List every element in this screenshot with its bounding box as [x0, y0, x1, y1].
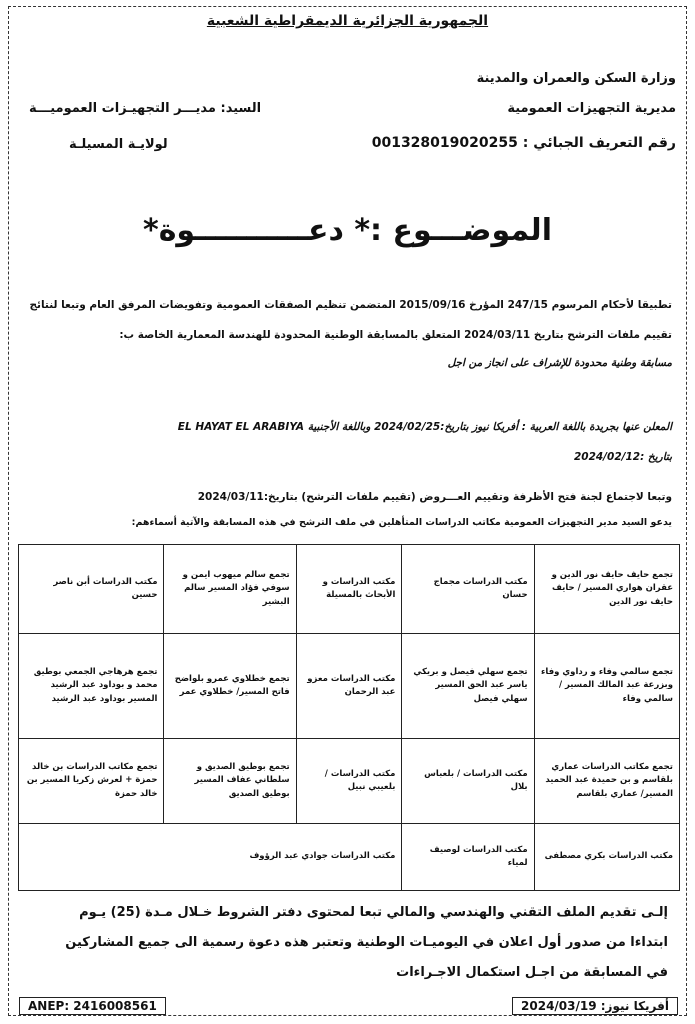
office-cell: تجمع سالمي وفاء و رداوي وفاء وبزرعة عبد المالك المسير / سالمي وفاء [534, 634, 679, 739]
ministry-name: وزارة السكن والعمران والمدينة [476, 71, 676, 86]
body-paragraph-2: تقييم ملفات الترشح بتاريخ 2024/03/11 المتعلق بالمسابقة الوطنية المحدودة للهندسة المعمارية الخاصة ب: [119, 329, 672, 341]
subject-title: الموضـــوع :* دعـــــــــــوة* [143, 213, 552, 248]
table-row [19, 739, 680, 824]
office-cell: مكتب الدراسات جوادي عبد الرؤوف [19, 824, 402, 891]
table-row [19, 824, 680, 891]
office-cell: مكتب الدراسات / بلعيبي نبيل [296, 739, 402, 824]
republic-header: الجمهورية الجزائرية الديمقراطية الشعبية [206, 13, 489, 29]
tax-id-label: رقم التعريف الجبائي : [522, 135, 676, 151]
body-paragraph-4: المعلن عنها بجريدة باللغة العربية : أفريكا نيوز بتاريخ:2024/02/25 وباللغة الأجنبية EL HAYAT EL ARABIYA [177, 421, 672, 433]
body-paragraph-5: بتاريخ :2024/02/12 [573, 451, 672, 463]
wilaya-name: لولايـة المسيلـة [69, 137, 168, 152]
director-title: السيد: مديـــر التجهيـزات العموميـــة [29, 101, 262, 116]
offices-table [18, 544, 680, 891]
office-cell: مكتب الدراسات / بلعباس بلال [402, 739, 534, 824]
tax-id [372, 135, 676, 151]
office-cell: تجمع هرهاجي الجمعي بوطيق محمد و بوداود عبد الرشيد المسير بوداود عبد الرشيد [19, 634, 164, 739]
directorate-name: مديرية التجهيزات العمومية [507, 101, 676, 116]
table-row [19, 634, 680, 739]
tax-id-value: 001328019020255 [371, 135, 518, 151]
body-paragraph-3: مسابقة وطنية محدودة للإشراف على انجاز من اجل [447, 357, 672, 369]
office-cell: تجمع حايف حايف نور الدين و عقران هواري المسير / حايف حايف نور الدين [534, 545, 679, 634]
body-paragraph-6: وتبعا لاجتماع لجنة فتح الأظرفة وتقييم العـــروض (تقييم ملفات الترشح) بتاريخ:2024/03/11 [197, 491, 672, 503]
newspaper-date: أفريكا نيوز: 2024/03/19 [512, 997, 678, 1015]
office-cell: مكتب الدراسات لوصيف لمياء [402, 824, 534, 891]
office-cell: مكتب الدراسات بكري مصطفى [534, 824, 679, 891]
office-cell: تجمع سهلي فيصل و بريكي ياسر عبد الحق المسير سهلي فيصل [402, 634, 534, 739]
closing-line-3: في المسابقة من اجـل استكمال الاجـراءات [396, 965, 668, 980]
table-row [19, 545, 680, 634]
body-paragraph-7: يدعو السيد مدير التجهيزات العمومية مكاتب الدراسات المتأهلين في ملف الترشح في هذه المسابقة والآتية أسماءهم: [131, 517, 672, 528]
office-cell: تجمع خطلاوي عمرو بلواضح فاتح المسير/ خطلاوي عمر [164, 634, 296, 739]
body-paragraph-1: تطبيقا لأحكام المرسوم 247/15 المؤرخ 2015/09/16 المتضمن تنظيم الصفقات العمومية وتفويضات المرفق العام وتبعا لنتائج [29, 299, 672, 311]
office-cell: تجمع مكاتب الدراسات بن خالد حمزة + لعرش زكريا المسير بن خالد حمزة [19, 739, 164, 824]
office-cell: تجمع بوطيق الصديق و سلطاني عفاف المسير بوطيق الصديق [164, 739, 296, 824]
office-cell: مكتب الدراسات و الأبحاث بالمسيلة [296, 545, 402, 634]
anep-number: ANEP: 2416008561 [19, 997, 166, 1015]
office-cell: مكتب الدراسات أبن ناصر حسين [19, 545, 164, 634]
closing-line-1: إلـى تقديم الملف التقني والهندسي والمالي تبعا لمحتوى دفتر الشروط خـلال مـدة (25) يـوم [79, 905, 668, 920]
office-cell: تجمع سالم ميهوب ايمن و سوفي فؤاد المسير سالم البشير [164, 545, 296, 634]
office-cell: مكتب الدراسات معزو عبد الرحمان [296, 634, 402, 739]
closing-line-2: ابتداءا من صدور أول اعلان في اليوميـات الوطنية وتعتبر هذه دعوة رسمية الى جميع المشاركين [65, 935, 668, 950]
office-cell: مكتب الدراسات مجماج حسان [402, 545, 534, 634]
office-cell: تجمع مكاتب الدراسات عماري بلقاسم و بن حميدة عبد الحميد المسير/ عماري بلقاسم [534, 739, 679, 824]
